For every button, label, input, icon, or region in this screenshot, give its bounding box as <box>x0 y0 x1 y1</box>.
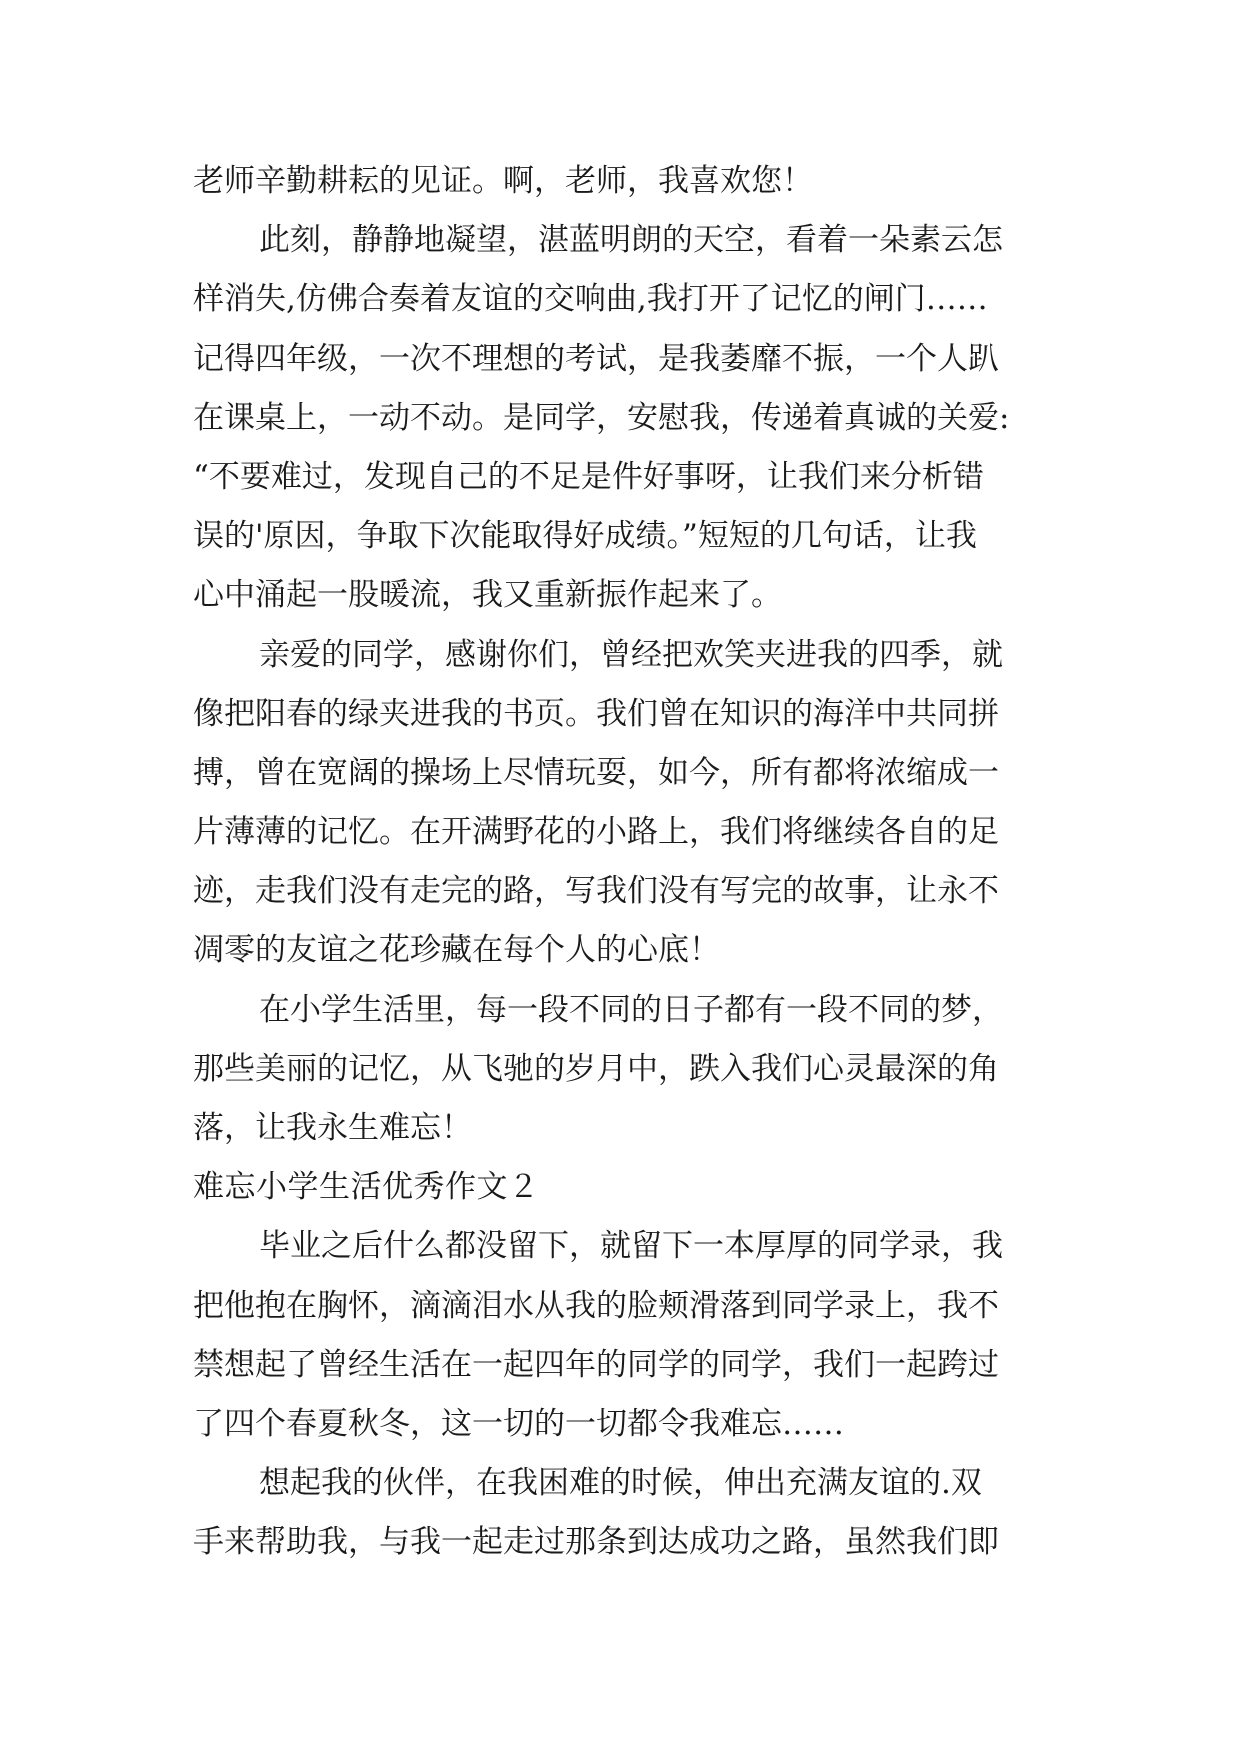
text-line: 误的'原因，争取下次能取得好成绩。”短短的几句话，让我 <box>193 518 977 555</box>
text-line: 片薄薄的记忆。在开满野花的小路上，我们将继续各自的足 <box>193 814 999 851</box>
text-line: 老师辛勤耕耘的见证。啊，老师，我喜欢您！ <box>193 163 813 199</box>
document-body <box>193 152 1053 1573</box>
text-line: 那些美丽的记忆，从飞驰的岁月中，跌入我们心灵最深的角 <box>193 1050 999 1087</box>
text-line: 手来帮助我，与我一起走过那条到达成功之路，虽然我们即 <box>193 1524 999 1561</box>
text-line: 禁想起了曾经生活在一起四年的同学的同学，我们一起跨过 <box>193 1346 999 1383</box>
paragraph-start-line: 在小学生活里，每一段不同的日子都有一段不同的梦， <box>259 991 1003 1028</box>
text-line: 凋零的友谊之花珍藏在每个人的心底！ <box>193 932 720 969</box>
text-line: 心中涌起一股暖流，我又重新振作起来了。 <box>193 577 782 614</box>
text-line: 了四个春夏秋冬，这一切的一切都令我难忘…… <box>193 1405 844 1442</box>
text-line: 把他抱在胸怀，滴滴泪水从我的脸颊滑落到同学录上，我不 <box>193 1287 999 1324</box>
text-line: 搏，曾在宽阔的操场上尽情玩耍，如今，所有都将浓缩成一 <box>193 754 999 791</box>
paragraph-start-line: 此刻，静静地凝望，湛蓝明朗的天空，看着一朵素云怎 <box>259 222 1003 259</box>
text-line: 记得四年级，一次不理想的考试，是我萎靡不振，一个人趴 <box>193 340 999 377</box>
text-line: 落，让我永生难忘！ <box>193 1110 472 1146</box>
text-line: 像把阳春的绿夹进我的书页。我们曾在知识的海洋中共同拼 <box>193 695 999 732</box>
text-line: 迹，走我们没有走完的路，写我们没有写完的故事，让永不 <box>193 873 999 910</box>
paragraph-start-line: 毕业之后什么都没留下，就留下一本厚厚的同学录，我 <box>259 1228 1003 1265</box>
paragraph-start-line: 亲爱的同学，感谢你们，曾经把欢笑夹进我的四季，就 <box>259 636 1003 673</box>
paragraph-start-line: 想起我的伙伴，在我困难的时候，伸出充满友谊的.双 <box>259 1465 982 1502</box>
text-line: 样消失,仿佛合奏着友谊的交响曲,我打开了记忆的闸门…… <box>193 281 988 318</box>
text-line: 在课桌上，一动不动。是同学，安慰我，传递着真诚的关爱: <box>193 399 1010 436</box>
text-line: “不要难过，发现自己的不足是件好事呀，让我们来分析错 <box>193 458 984 495</box>
section-heading: 难忘小学生活优秀作文２ <box>193 1169 540 1206</box>
